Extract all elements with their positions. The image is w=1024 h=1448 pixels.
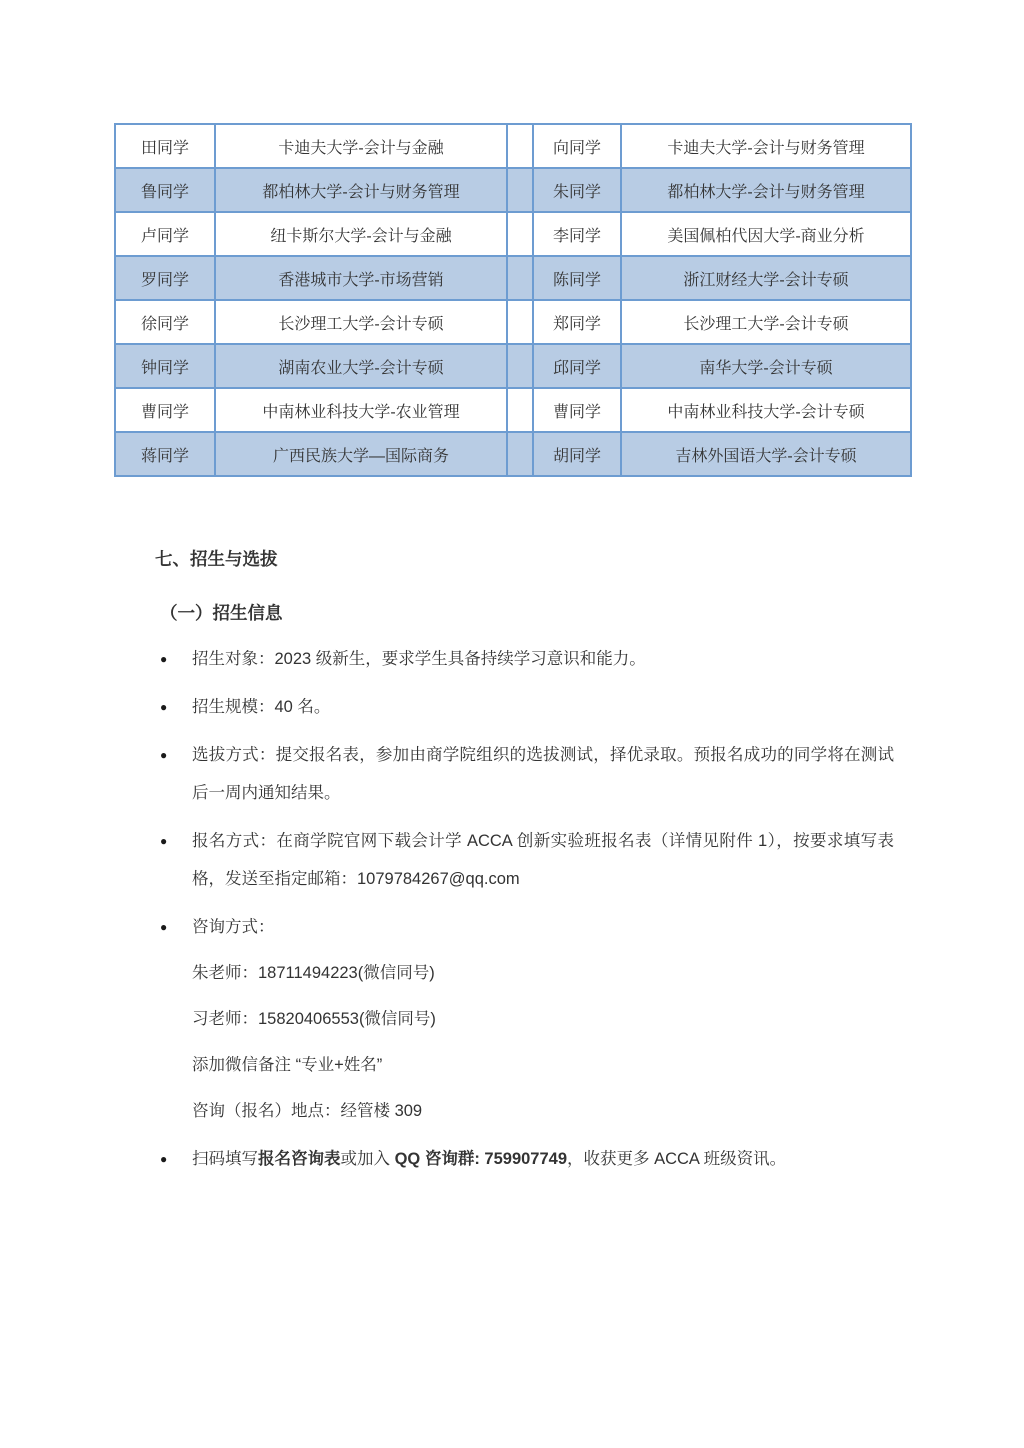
bullet-list [114, 640, 894, 1178]
qr-text-run: ，收获更多 ACCA 班级资讯。 [567, 1150, 787, 1168]
student-name-cell: 曹同学 [533, 388, 621, 432]
bullet-selection-method: ● 选拔方式：提交报名表，参加由商学院组织的选拔测试，择优录取。预报名成功的同学将在测试后一周内通知结果。 [114, 736, 894, 812]
student-name-cell: 胡同学 [533, 432, 621, 476]
bullet-target-audience: ● 招生对象：2023 级新生，要求学生具备持续学习意识和能力。 [114, 640, 894, 678]
bullet-enrollment-scale: ● 招生规模：40 名。 [114, 688, 894, 726]
bullet-consultation [114, 908, 894, 1130]
destination-cell: 都柏林大学-会计与财务管理 [215, 168, 507, 212]
qr-text-run: 扫码填写 [192, 1150, 258, 1168]
consult-line-teacher-xi: 习老师：15820406553(微信同号) [192, 1010, 436, 1028]
qr-text-bold-qq-group: QQ 咨询群: 759907749 [394, 1150, 568, 1168]
spacer-cell [507, 168, 533, 212]
student-name-cell: 鲁同学 [115, 168, 215, 212]
destination-cell: 南华大学-会计专硕 [621, 344, 911, 388]
student-name-cell: 蒋同学 [115, 432, 215, 476]
admissions-table-block [114, 123, 910, 477]
student-name-cell: 徐同学 [115, 300, 215, 344]
table-row [115, 168, 911, 212]
table-row [115, 256, 911, 300]
consult-line-location: 咨询（报名）地点：经管楼 309 [192, 1102, 423, 1120]
spacer-cell [507, 344, 533, 388]
destination-cell: 卡迪夫大学-会计与财务管理 [621, 124, 911, 168]
student-name-cell: 郑同学 [533, 300, 621, 344]
destination-cell: 中南林业科技大学-农业管理 [215, 388, 507, 432]
consultation-label: ● 咨询方式： [192, 918, 275, 936]
spacer-cell [507, 256, 533, 300]
consult-line-teacher-zhu: 朱老师：18711494223(微信同号) [192, 964, 435, 982]
destination-cell: 都柏林大学-会计与财务管理 [621, 168, 911, 212]
subsection-heading: （一）招生信息 [160, 603, 283, 623]
destination-cell: 吉林外国语大学-会计专硕 [621, 432, 911, 476]
bullet-application-method: ● 报名方式：在商学院官网下载会计学 ACCA 创新实验班报名表（详情见附件 1），按要求填写表格，发送至指定邮箱：1079784267@qq.com [114, 822, 894, 898]
table-row [115, 300, 911, 344]
consult-line-wechat-note: 添加微信备注 “专业+姓名” [192, 1056, 383, 1074]
destination-cell: 美国佩柏代因大学-商业分析 [621, 212, 911, 256]
table-row [115, 344, 911, 388]
destination-cell: 纽卡斯尔大学-会计与金融 [215, 212, 507, 256]
destination-cell: 长沙理工大学-会计专硕 [621, 300, 911, 344]
bullet-qr-info [114, 1140, 894, 1178]
student-name-cell: 卢同学 [115, 212, 215, 256]
student-name-cell: 向同学 [533, 124, 621, 168]
admissions-table [114, 123, 912, 477]
spacer-cell [507, 124, 533, 168]
destination-cell: 广西民族大学—国际商务 [215, 432, 507, 476]
student-name-cell: 邱同学 [533, 344, 621, 388]
table-row [115, 124, 911, 168]
destination-cell: 浙江财经大学-会计专硕 [621, 256, 911, 300]
destination-cell: 香港城市大学-市场营销 [215, 256, 507, 300]
destination-cell: 湖南农业大学-会计专硕 [215, 344, 507, 388]
destination-cell: 卡迪夫大学-会计与金融 [215, 124, 507, 168]
table-row [115, 432, 911, 476]
spacer-cell [507, 212, 533, 256]
section-heading: 七、招生与选拔 [155, 549, 278, 569]
student-name-cell: 李同学 [533, 212, 621, 256]
destination-cell: 中南林业科技大学-会计专硕 [621, 388, 911, 432]
spacer-cell [507, 300, 533, 344]
qr-text-bold-form: 报名咨询表 [258, 1150, 341, 1168]
student-name-cell: 罗同学 [115, 256, 215, 300]
student-name-cell: 曹同学 [115, 388, 215, 432]
student-name-cell: 陈同学 [533, 256, 621, 300]
destination-cell: 长沙理工大学-会计专硕 [215, 300, 507, 344]
recruitment-section [114, 546, 894, 1178]
spacer-cell [507, 388, 533, 432]
table-row [115, 388, 911, 432]
student-name-cell: 田同学 [115, 124, 215, 168]
qr-text-run: 或加入 [340, 1150, 395, 1168]
table-row [115, 212, 911, 256]
student-name-cell: 钟同学 [115, 344, 215, 388]
student-name-cell: 朱同学 [533, 168, 621, 212]
spacer-cell [507, 432, 533, 476]
